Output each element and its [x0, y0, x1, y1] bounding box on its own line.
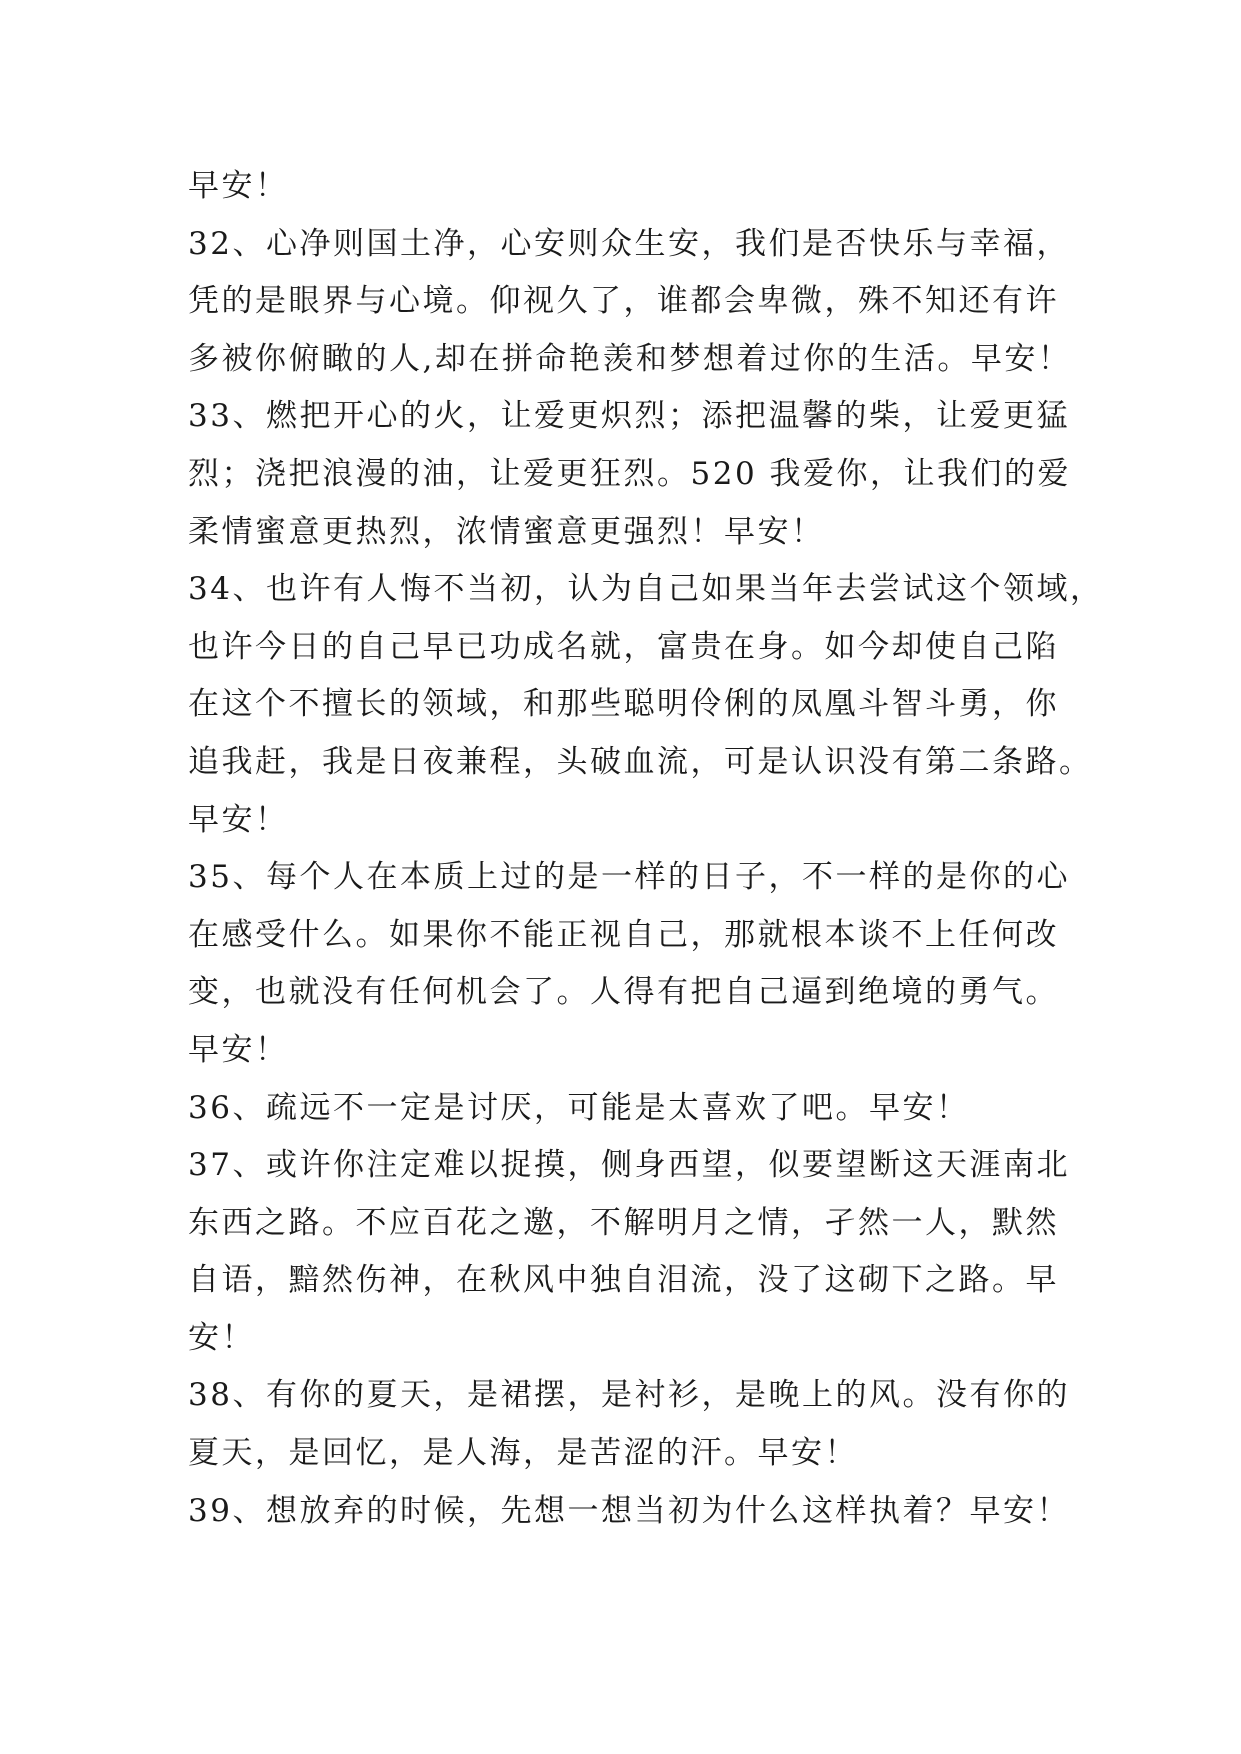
- text-line: 37、或许你注定难以捉摸，侧身西望，似要望断这天涯南北: [188, 1147, 1070, 1184]
- text-line: 安！: [188, 1319, 255, 1356]
- text-line: 早安！: [188, 1031, 289, 1068]
- text-line: 烈；浇把浪漫的油，让爱更狂烈。520 我爱你，让我们的爱: [188, 455, 1072, 492]
- text-line: 追我赶，我是日夜兼程，头破血流，可是认识没有第二条路。: [188, 743, 1093, 780]
- text-line: 在这个不擅长的领域，和那些聪明伶俐的凤凰斗智斗勇，你: [188, 686, 1059, 723]
- text-line: 夏天，是回忆，是人海，是苦涩的汗。早安！: [188, 1435, 858, 1472]
- text-line: 39、想放弃的时候，先想一想当初为什么这样执着？早安！: [188, 1492, 1070, 1529]
- text-line: 38、有你的夏天，是裙摆，是衬衫，是晚上的风。没有你的: [188, 1377, 1070, 1414]
- text-line: 早安！: [188, 801, 289, 838]
- document-body: [188, 158, 1104, 1540]
- text-line: 凭的是眼界与心境。仰视久了，谁都会卑微，殊不知还有许: [188, 283, 1059, 320]
- text-line: 东西之路。不应百花之邀，不解明月之情，孑然一人，默然: [188, 1204, 1059, 1241]
- text-line: 在感受什么。如果你不能正视自己，那就根本谈不上任何改: [188, 916, 1059, 953]
- text-line: 32、心净则国土净，心安则众生安，我们是否快乐与幸福，: [188, 225, 1070, 262]
- text-line: 早安！: [188, 168, 289, 204]
- text-line: 35、每个人在本质上过的是一样的日子，不一样的是你的心: [188, 859, 1070, 896]
- text-line: 也许今日的自己早已功成名就，富贵在身。如今却使自己陷: [188, 628, 1059, 665]
- text-line: 33、燃把开心的火，让爱更炽烈；添把温馨的柴，让爱更猛: [188, 398, 1070, 435]
- text-line: 34、也许有人悔不当初，认为自己如果当年去尝试这个领域，: [188, 571, 1104, 608]
- text-line: 柔情蜜意更热烈，浓情蜜意更强烈！早安！: [188, 513, 825, 550]
- text-line: 36、疏远不一定是讨厌，可能是太喜欢了吧。早安！: [188, 1089, 970, 1126]
- text-line: 多被你俯瞰的人,却在拼命艳羡和梦想着过你的生活。早安！: [188, 340, 1072, 377]
- text-line: 变，也就没有任何机会了。人得有把自己逼到绝境的勇气。: [188, 974, 1059, 1011]
- text-line: 自语，黯然伤神，在秋风中独自泪流，没了这砌下之路。早: [188, 1262, 1059, 1299]
